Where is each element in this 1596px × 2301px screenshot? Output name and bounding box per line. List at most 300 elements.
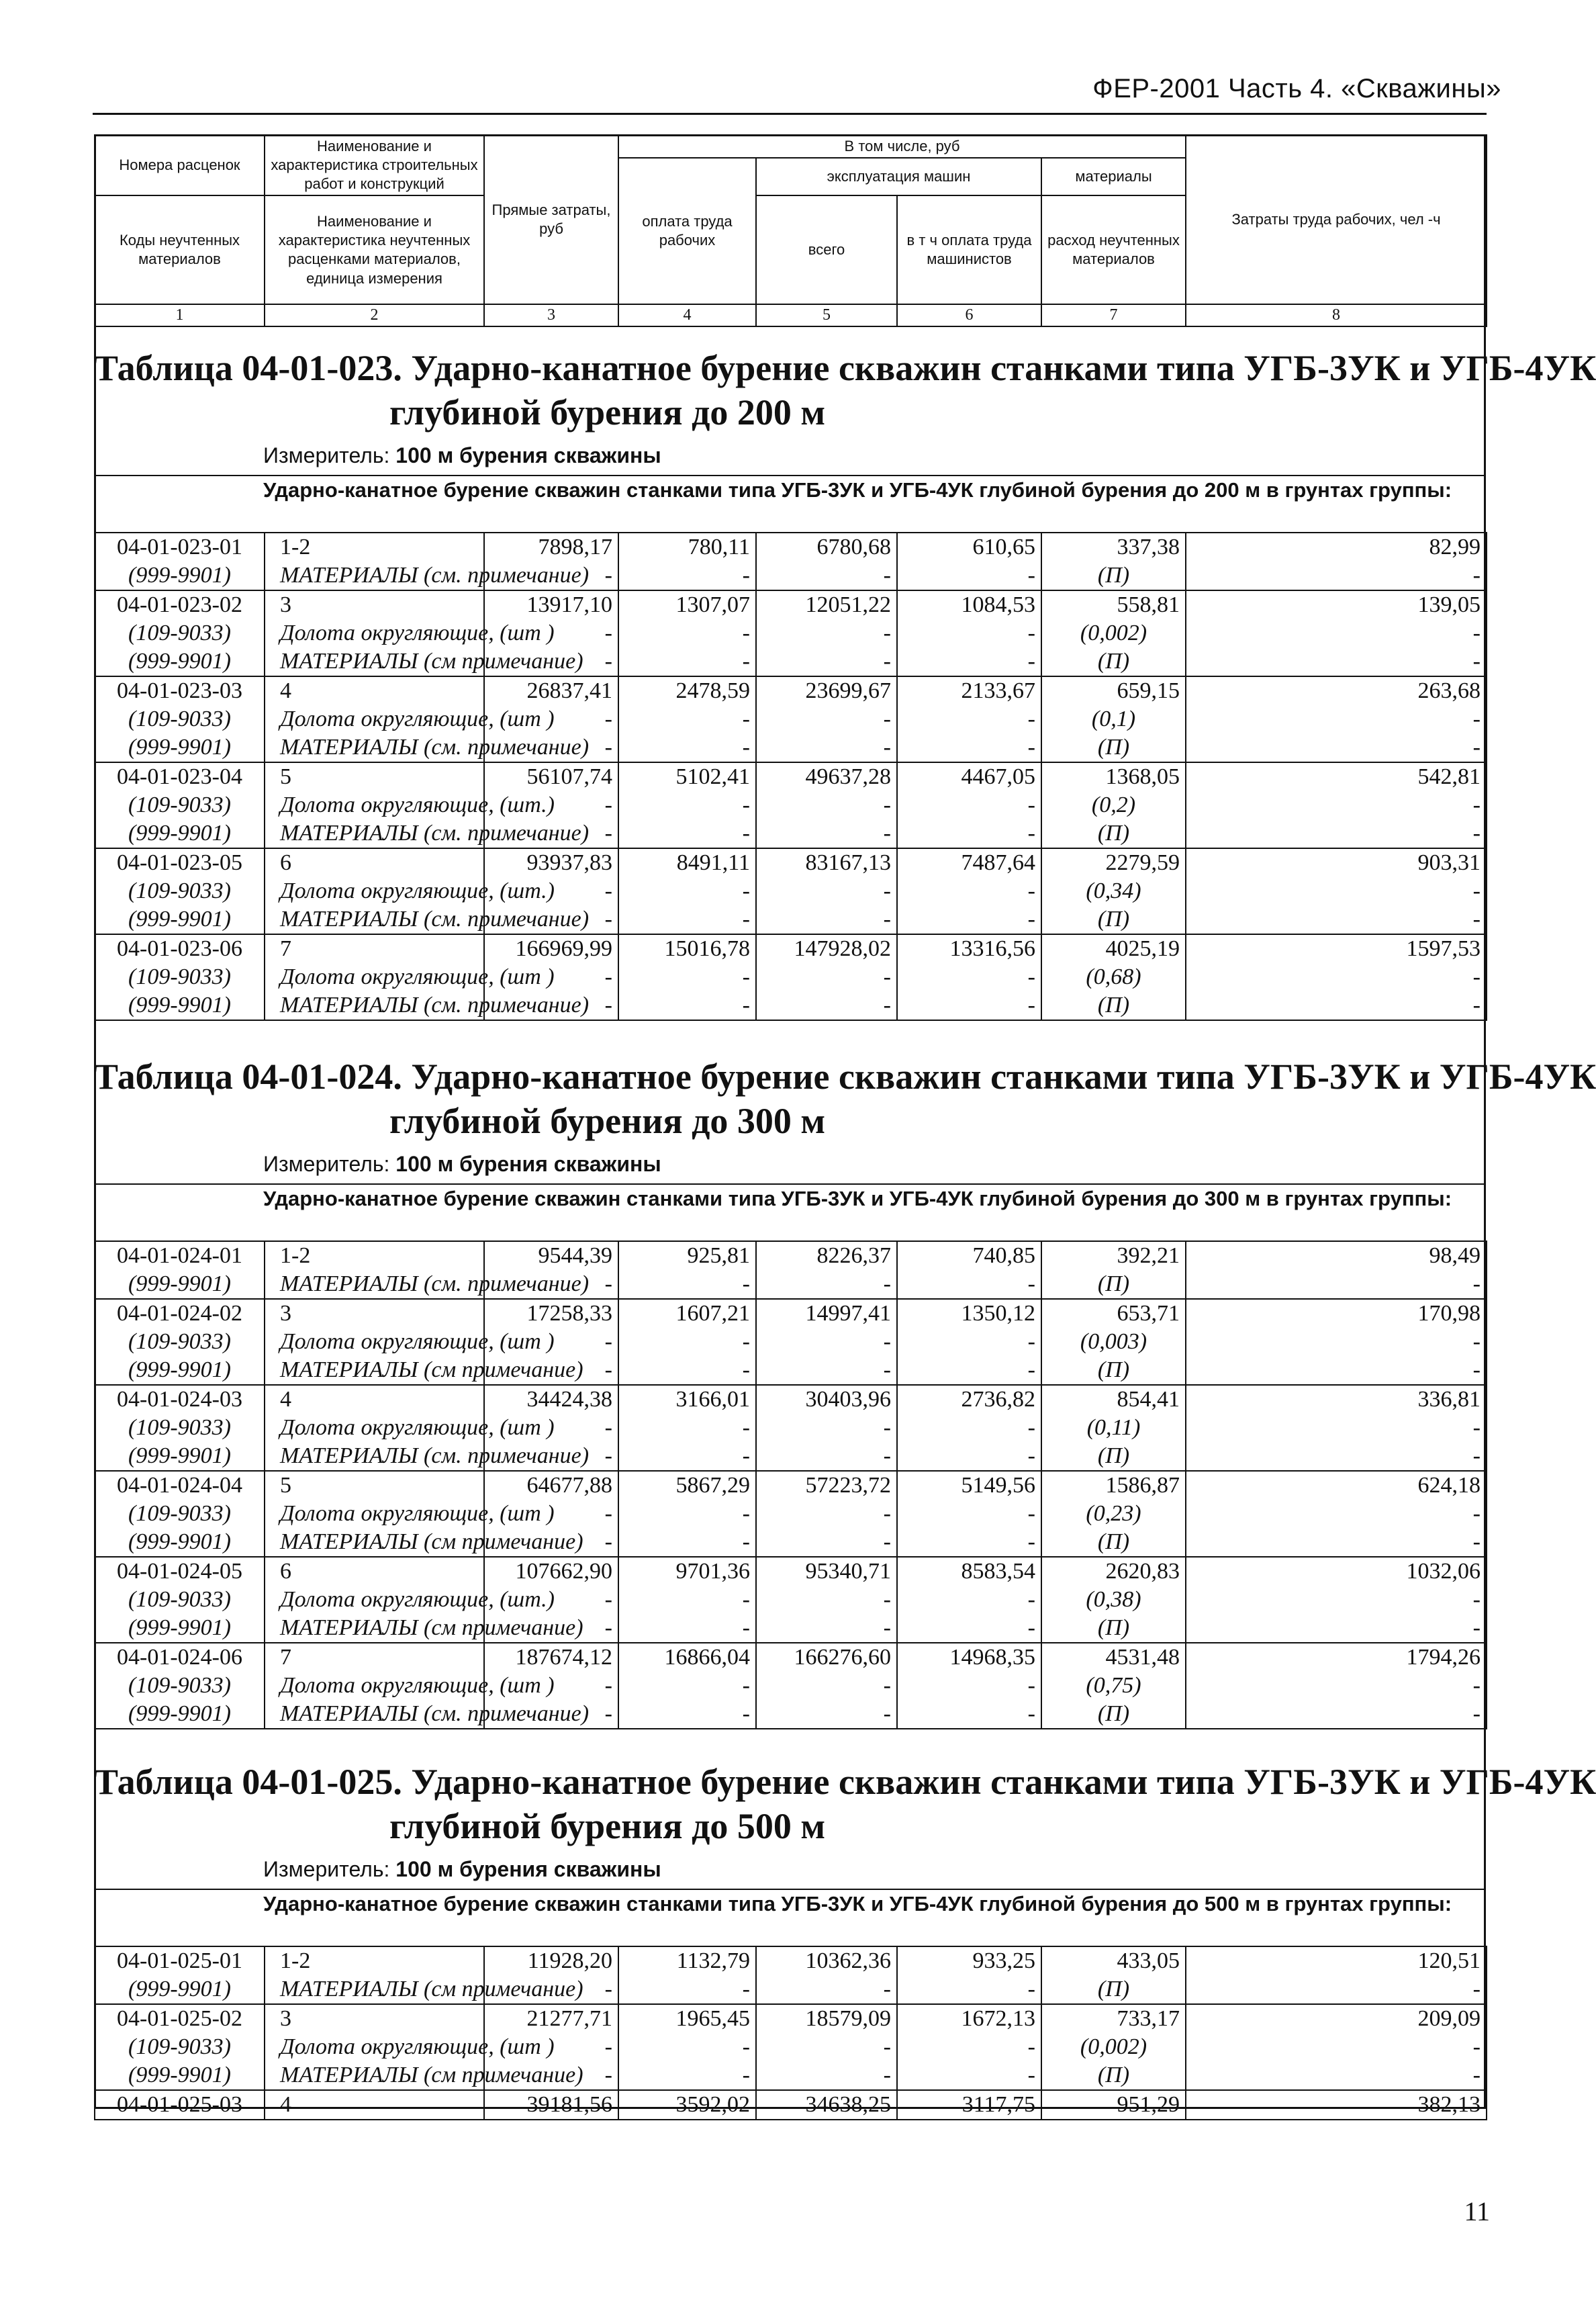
cost-value: - <box>484 619 618 647</box>
section-title-line1: Таблица 04-01-024. Ударно-канатное бурение скважин станками типа УГБ-3УК и УГБ-4УК <box>94 1056 1596 1097</box>
soil-group: 4 <box>265 1385 484 1414</box>
cost-value: 5102,41 <box>618 762 756 791</box>
material-row <box>95 1414 1487 1442</box>
rate-row <box>95 533 1487 561</box>
material-name: Долота округляющие, (шт ) <box>265 2033 484 2061</box>
material-consumption: (П) <box>1041 2061 1186 2090</box>
cost-value: - <box>618 1414 756 1442</box>
soil-group: 5 <box>265 762 484 791</box>
cost-value: - <box>618 733 756 762</box>
cost-value: - <box>897 647 1041 676</box>
cost-value: 7487,64 <box>897 848 1041 877</box>
cost-value: 4531,48 <box>1041 1643 1186 1672</box>
material-row <box>95 705 1487 733</box>
material-code: (999-9901) <box>95 647 265 676</box>
cost-value: - <box>618 561 756 590</box>
cost-value: - <box>897 1614 1041 1643</box>
material-consumption: (0,003) <box>1041 1328 1186 1356</box>
rate-row <box>95 1643 1487 1672</box>
cost-value: 57223,72 <box>756 1471 897 1500</box>
material-consumption: (П) <box>1041 819 1186 848</box>
cost-value: - <box>618 1672 756 1700</box>
cost-value: 13917,10 <box>484 590 618 619</box>
cost-value: 433,05 <box>1041 1946 1186 1975</box>
rate-code: 04-01-023-04 <box>95 762 265 791</box>
cost-value: - <box>897 1672 1041 1700</box>
cost-value: - <box>484 991 618 1020</box>
material-name: Долота округляющие, (шт ) <box>265 705 484 733</box>
material-name: Долота округляющие, (шт.) <box>265 877 484 905</box>
material-consumption: (0,002) <box>1041 619 1186 647</box>
cost-value: - <box>484 1975 618 2004</box>
meter-line <box>263 1857 661 1882</box>
cost-value: - <box>484 1614 618 1643</box>
cost-value: 7898,17 <box>484 533 618 561</box>
cost-value: 1794,26 <box>1186 1643 1487 1672</box>
running-head: ФЕР-2001 Часть 4. «Скважины» <box>1092 74 1501 103</box>
cost-value: 11928,20 <box>484 1946 618 1975</box>
cost-value: - <box>756 561 897 590</box>
cost-value: 903,31 <box>1186 848 1487 877</box>
rate-row <box>95 676 1487 705</box>
cost-value: 49637,28 <box>756 762 897 791</box>
material-consumption: (П) <box>1041 1975 1186 2004</box>
header-rule <box>93 113 1487 115</box>
cost-value: - <box>484 2061 618 2090</box>
cost-value: - <box>897 1328 1041 1356</box>
cost-value: - <box>1186 1356 1487 1385</box>
meter-label: Измеритель: <box>263 443 390 467</box>
cost-value: - <box>484 1500 618 1528</box>
cost-value: - <box>756 905 897 934</box>
cost-value: - <box>484 647 618 676</box>
cost-value: - <box>756 733 897 762</box>
header-col7: расход неучтенных материалов <box>1041 195 1186 304</box>
subheading: Ударно-канатное бурение скважин станками типа УГБ-3УК и УГБ-4УК глубиной бурения до 300 м в грунтах группы: <box>263 1187 1452 1210</box>
cost-value: 16866,04 <box>618 1643 756 1672</box>
cost-value: 30403,96 <box>756 1385 897 1414</box>
material-row <box>95 963 1487 991</box>
material-code: (999-9901) <box>95 905 265 934</box>
cost-value: - <box>756 963 897 991</box>
cost-value: - <box>618 819 756 848</box>
cost-value: - <box>756 1528 897 1557</box>
cost-value: - <box>756 877 897 905</box>
cost-value: - <box>1186 1414 1487 1442</box>
cost-value: 733,17 <box>1041 2004 1186 2033</box>
material-row <box>95 1270 1487 1299</box>
cost-value: - <box>897 819 1041 848</box>
material-row <box>95 877 1487 905</box>
cost-value: 12051,22 <box>756 590 897 619</box>
cost-value: 170,98 <box>1186 1299 1487 1328</box>
section-title-line1: Таблица 04-01-023. Ударно-канатное бурение скважин станками типа УГБ-3УК и УГБ-4УК <box>94 348 1596 388</box>
cost-value: - <box>756 1442 897 1471</box>
cost-value: - <box>1186 1586 1487 1614</box>
cost-value: 95340,71 <box>756 1557 897 1586</box>
material-consumption: (П) <box>1041 561 1186 590</box>
rate-row <box>95 2090 1487 2120</box>
cost-value: 17258,33 <box>484 1299 618 1328</box>
material-consumption: (П) <box>1041 905 1186 934</box>
cost-value: 1672,13 <box>897 2004 1041 2033</box>
cost-value: 82,99 <box>1186 533 1487 561</box>
cost-value: - <box>618 1328 756 1356</box>
cost-value: - <box>897 705 1041 733</box>
soil-group: 1-2 <box>265 533 484 561</box>
cost-value: - <box>756 1586 897 1614</box>
cost-value: 5149,56 <box>897 1471 1041 1500</box>
material-name: МАТЕРИАЛЫ (см. примечание) <box>265 561 484 590</box>
section-title-line1: Таблица 04-01-025. Ударно-канатное бурение скважин станками типа УГБ-3УК и УГБ-4УК <box>94 1762 1596 1802</box>
cost-value: 34638,25 <box>756 2090 897 2120</box>
cost-value: - <box>484 1270 618 1299</box>
cost-value: 107662,90 <box>484 1557 618 1586</box>
cost-value: 2736,82 <box>897 1385 1041 1414</box>
header-col4: оплата труда рабочих <box>618 158 756 304</box>
cost-value: - <box>756 2033 897 2061</box>
cost-value: - <box>897 991 1041 1020</box>
cost-value: - <box>756 1672 897 1700</box>
cost-value: - <box>1186 1700 1487 1729</box>
header-subgroup-materials: материалы <box>1041 158 1186 195</box>
material-code: (109-9033) <box>95 1500 265 1528</box>
subheading-rule <box>94 1889 1486 1890</box>
material-row <box>95 905 1487 934</box>
cost-value: - <box>756 791 897 819</box>
cost-value: - <box>756 705 897 733</box>
rate-code: 04-01-024-02 <box>95 1299 265 1328</box>
material-code: (109-9033) <box>95 963 265 991</box>
cost-value: 26837,41 <box>484 676 618 705</box>
material-code: (109-9033) <box>95 1672 265 1700</box>
cost-value: - <box>897 2033 1041 2061</box>
material-consumption: (П) <box>1041 1614 1186 1643</box>
header-col6: в т ч оплата труда машинистов <box>897 195 1041 304</box>
header-num: 3 <box>484 304 618 326</box>
section-title <box>94 1054 1596 1143</box>
material-name: МАТЕРИАЛЫ (см примечание) <box>265 2061 484 2090</box>
material-consumption: (П) <box>1041 733 1186 762</box>
soil-group: 7 <box>265 934 484 963</box>
material-consumption: (П) <box>1041 647 1186 676</box>
cost-value: 8226,37 <box>756 1241 897 1270</box>
cost-value: 624,18 <box>1186 1471 1487 1500</box>
material-name: МАТЕРИАЛЫ (см. примечание) <box>265 1700 484 1729</box>
rate-code: 04-01-024-01 <box>95 1241 265 1270</box>
material-code: (999-9901) <box>95 1700 265 1729</box>
cost-value: - <box>484 877 618 905</box>
cost-value: 6780,68 <box>756 533 897 561</box>
cost-value: 9701,36 <box>618 1557 756 1586</box>
cost-value: - <box>618 1442 756 1471</box>
cost-value: - <box>1186 1672 1487 1700</box>
cost-value: - <box>618 991 756 1020</box>
cost-value: - <box>484 819 618 848</box>
material-row <box>95 1328 1487 1356</box>
material-row <box>95 619 1487 647</box>
cost-value: 120,51 <box>1186 1946 1487 1975</box>
material-code: (109-9033) <box>95 2033 265 2061</box>
meter-line <box>263 1152 661 1177</box>
meter-value: 100 м бурения скважины <box>395 1857 661 1881</box>
meter-label: Измеритель: <box>263 1857 390 1881</box>
cost-value: 3117,75 <box>897 2090 1041 2120</box>
cost-value: 34424,38 <box>484 1385 618 1414</box>
material-row <box>95 1700 1487 1729</box>
cost-value: 14997,41 <box>756 1299 897 1328</box>
material-consumption: (0,68) <box>1041 963 1186 991</box>
cost-value: 1607,21 <box>618 1299 756 1328</box>
material-consumption: (П) <box>1041 1700 1186 1729</box>
cost-value: 1032,06 <box>1186 1557 1487 1586</box>
material-name: МАТЕРИАЛЫ (см. примечание) <box>265 905 484 934</box>
rate-code: 04-01-023-03 <box>95 676 265 705</box>
soil-group: 6 <box>265 848 484 877</box>
cost-value: - <box>1186 647 1487 676</box>
cost-value: - <box>1186 1442 1487 1471</box>
cost-value: 1132,79 <box>618 1946 756 1975</box>
material-name: Долота округляющие, (шт.) <box>265 1586 484 1614</box>
material-row <box>95 647 1487 676</box>
material-name: МАТЕРИАЛЫ (см. примечание) <box>265 1442 484 1471</box>
cost-value: - <box>897 1356 1041 1385</box>
cost-value: 610,65 <box>897 533 1041 561</box>
rate-row <box>95 848 1487 877</box>
soil-group: 1-2 <box>265 1946 484 1975</box>
material-code: (999-9901) <box>95 991 265 1020</box>
cost-value: - <box>1186 963 1487 991</box>
material-row <box>95 791 1487 819</box>
material-row <box>95 1528 1487 1557</box>
material-code: (109-9033) <box>95 705 265 733</box>
cost-value: 83167,13 <box>756 848 897 877</box>
cost-value: 558,81 <box>1041 590 1186 619</box>
rate-row <box>95 1299 1487 1328</box>
cost-value: - <box>756 1975 897 2004</box>
cost-value: 8491,11 <box>618 848 756 877</box>
material-code: (109-9033) <box>95 1586 265 1614</box>
rate-row <box>95 1471 1487 1500</box>
material-consumption: (0,2) <box>1041 791 1186 819</box>
cost-value: - <box>484 1672 618 1700</box>
cost-value: - <box>756 991 897 1020</box>
header-num: 4 <box>618 304 756 326</box>
meter-value: 100 м бурения скважины <box>395 443 661 467</box>
cost-value: - <box>618 1614 756 1643</box>
cost-value: 336,81 <box>1186 1385 1487 1414</box>
material-consumption: (0,38) <box>1041 1586 1186 1614</box>
material-name: МАТЕРИАЛЫ (см примечание) <box>265 647 484 676</box>
rate-row <box>95 1385 1487 1414</box>
cost-value: 854,41 <box>1041 1385 1186 1414</box>
cost-value: 8583,54 <box>897 1557 1041 1586</box>
cost-value: 147928,02 <box>756 934 897 963</box>
cost-value: - <box>756 619 897 647</box>
soil-group: 4 <box>265 676 484 705</box>
rate-code: 04-01-023-06 <box>95 934 265 963</box>
material-consumption: (П) <box>1041 1442 1186 1471</box>
cost-value: 5867,29 <box>618 1471 756 1500</box>
cost-value: 1084,53 <box>897 590 1041 619</box>
cost-value: - <box>897 905 1041 934</box>
cost-value: - <box>618 2061 756 2090</box>
cost-value: - <box>897 733 1041 762</box>
cost-value: - <box>484 791 618 819</box>
cost-value: 2279,59 <box>1041 848 1186 877</box>
cost-value: 740,85 <box>897 1241 1041 1270</box>
cost-value: - <box>897 561 1041 590</box>
cost-value: - <box>756 1328 897 1356</box>
cost-value: 2133,67 <box>897 676 1041 705</box>
cost-value: - <box>1186 619 1487 647</box>
subheading: Ударно-канатное бурение скважин станками типа УГБ-3УК и УГБ-4УК глубиной бурения до 500 м в грунтах группы: <box>263 1892 1452 1915</box>
rate-code: 04-01-024-03 <box>95 1385 265 1414</box>
material-code: (999-9901) <box>95 1614 265 1643</box>
rate-row <box>95 1241 1487 1270</box>
cost-value: - <box>1186 819 1487 848</box>
cost-value: - <box>897 1442 1041 1471</box>
material-name: Долота округляющие, (шт ) <box>265 963 484 991</box>
soil-group: 5 <box>265 1471 484 1500</box>
cost-value: - <box>484 561 618 590</box>
cost-value: - <box>618 905 756 934</box>
cost-value: 1597,53 <box>1186 934 1487 963</box>
material-name: Долота округляющие, (шт ) <box>265 1414 484 1442</box>
material-name: Долота округляющие, (шт.) <box>265 791 484 819</box>
soil-group: 7 <box>265 1643 484 1672</box>
rate-row <box>95 1946 1487 1975</box>
section-title-line2: глубиной бурения до 200 м <box>389 392 826 433</box>
material-code: (999-9901) <box>95 1975 265 2004</box>
header-col1-top: Номера расценок <box>95 135 265 195</box>
cost-value: - <box>1186 2033 1487 2061</box>
cost-value: - <box>618 791 756 819</box>
material-row <box>95 1614 1487 1643</box>
cost-value: 56107,74 <box>484 762 618 791</box>
cost-value: - <box>618 963 756 991</box>
material-row <box>95 561 1487 590</box>
material-code: (109-9033) <box>95 1414 265 1442</box>
material-code: (999-9901) <box>95 1356 265 1385</box>
cost-value: 39181,56 <box>484 2090 618 2120</box>
cost-value: 659,15 <box>1041 676 1186 705</box>
cost-value: - <box>756 1270 897 1299</box>
cost-value: 951,29 <box>1041 2090 1186 2120</box>
cost-value: 10362,36 <box>756 1946 897 1975</box>
cost-value: - <box>618 1975 756 2004</box>
cost-value: - <box>897 2061 1041 2090</box>
soil-group: 3 <box>265 2004 484 2033</box>
rate-code: 04-01-023-05 <box>95 848 265 877</box>
cost-value: 392,21 <box>1041 1241 1186 1270</box>
cost-value: - <box>484 1586 618 1614</box>
material-name: Долота округляющие, (шт ) <box>265 619 484 647</box>
cost-value: - <box>897 1586 1041 1614</box>
header-subgroup-machines: эксплуатация машин <box>756 158 1041 195</box>
material-name: Долота округляющие, (шт ) <box>265 1672 484 1700</box>
header-col1-bottom: Коды неучтенных материалов <box>95 195 265 304</box>
cost-value: 933,25 <box>897 1946 1041 1975</box>
meter-label: Измеритель: <box>263 1152 390 1176</box>
cost-value: - <box>897 1700 1041 1729</box>
material-consumption: (0,1) <box>1041 705 1186 733</box>
cost-value: 2620,83 <box>1041 1557 1186 1586</box>
cost-value: - <box>1186 2061 1487 2090</box>
material-row <box>95 1975 1487 2004</box>
cost-value: - <box>756 1614 897 1643</box>
cost-value: 337,38 <box>1041 533 1186 561</box>
cost-value: - <box>484 1442 618 1471</box>
header-col2-top: Наименование и характеристика строительных работ и конструкций <box>265 135 484 195</box>
cost-value: - <box>1186 1270 1487 1299</box>
header-col3: Прямые затраты, руб <box>484 135 618 304</box>
cost-value: - <box>1186 791 1487 819</box>
cost-value: - <box>1186 905 1487 934</box>
material-name: МАТЕРИАЛЫ (см примечание) <box>265 1975 484 2004</box>
cost-value: - <box>618 619 756 647</box>
cost-value: 3592,02 <box>618 2090 756 2120</box>
subheading: Ударно-канатное бурение скважин станками типа УГБ-3УК и УГБ-4УК глубиной бурения до 200 м в грунтах группы: <box>263 478 1452 502</box>
cost-value: 1586,87 <box>1041 1471 1186 1500</box>
cost-value: 263,68 <box>1186 676 1487 705</box>
header-col8: Затраты труда рабочих, чел -ч <box>1186 135 1487 304</box>
cost-value: - <box>756 1356 897 1385</box>
cost-value: - <box>618 647 756 676</box>
cost-value: - <box>618 1586 756 1614</box>
cost-value: - <box>484 905 618 934</box>
rate-row <box>95 590 1487 619</box>
rate-row <box>95 934 1487 963</box>
material-code: (999-9901) <box>95 819 265 848</box>
cost-value: - <box>1186 877 1487 905</box>
rate-code: 04-01-023-01 <box>95 533 265 561</box>
cost-value: - <box>1186 1500 1487 1528</box>
cost-value: - <box>618 1700 756 1729</box>
cost-value: 15016,78 <box>618 934 756 963</box>
material-row <box>95 2033 1487 2061</box>
cost-value: 98,49 <box>1186 1241 1487 1270</box>
cost-value: 139,05 <box>1186 590 1487 619</box>
cost-value: - <box>897 1270 1041 1299</box>
section-title-line2: глубиной бурения до 500 м <box>389 1806 826 1846</box>
cost-value: 653,71 <box>1041 1299 1186 1328</box>
rate-row <box>95 2004 1487 2033</box>
cost-value: - <box>897 877 1041 905</box>
cost-value: - <box>484 705 618 733</box>
material-row <box>95 1500 1487 1528</box>
cost-value: - <box>756 647 897 676</box>
rate-row <box>95 762 1487 791</box>
material-consumption: (0,11) <box>1041 1414 1186 1442</box>
cost-value: - <box>484 1414 618 1442</box>
material-code: (109-9033) <box>95 619 265 647</box>
subheading-rule <box>94 475 1486 476</box>
material-code: (999-9901) <box>95 2061 265 2090</box>
material-name: Долота округляющие, (шт ) <box>265 1328 484 1356</box>
material-code: (109-9033) <box>95 791 265 819</box>
cost-value: - <box>897 963 1041 991</box>
material-name: МАТЕРИАЛЫ (см. примечание) <box>265 1270 484 1299</box>
cost-value: 1368,05 <box>1041 762 1186 791</box>
rate-code: 04-01-024-05 <box>95 1557 265 1586</box>
rates-table <box>94 1240 1487 1729</box>
material-name: МАТЕРИАЛЫ (см примечание) <box>265 1528 484 1557</box>
cost-value: - <box>484 1700 618 1729</box>
material-row <box>95 819 1487 848</box>
material-code: (999-9901) <box>95 1528 265 1557</box>
cost-value: - <box>897 1975 1041 2004</box>
